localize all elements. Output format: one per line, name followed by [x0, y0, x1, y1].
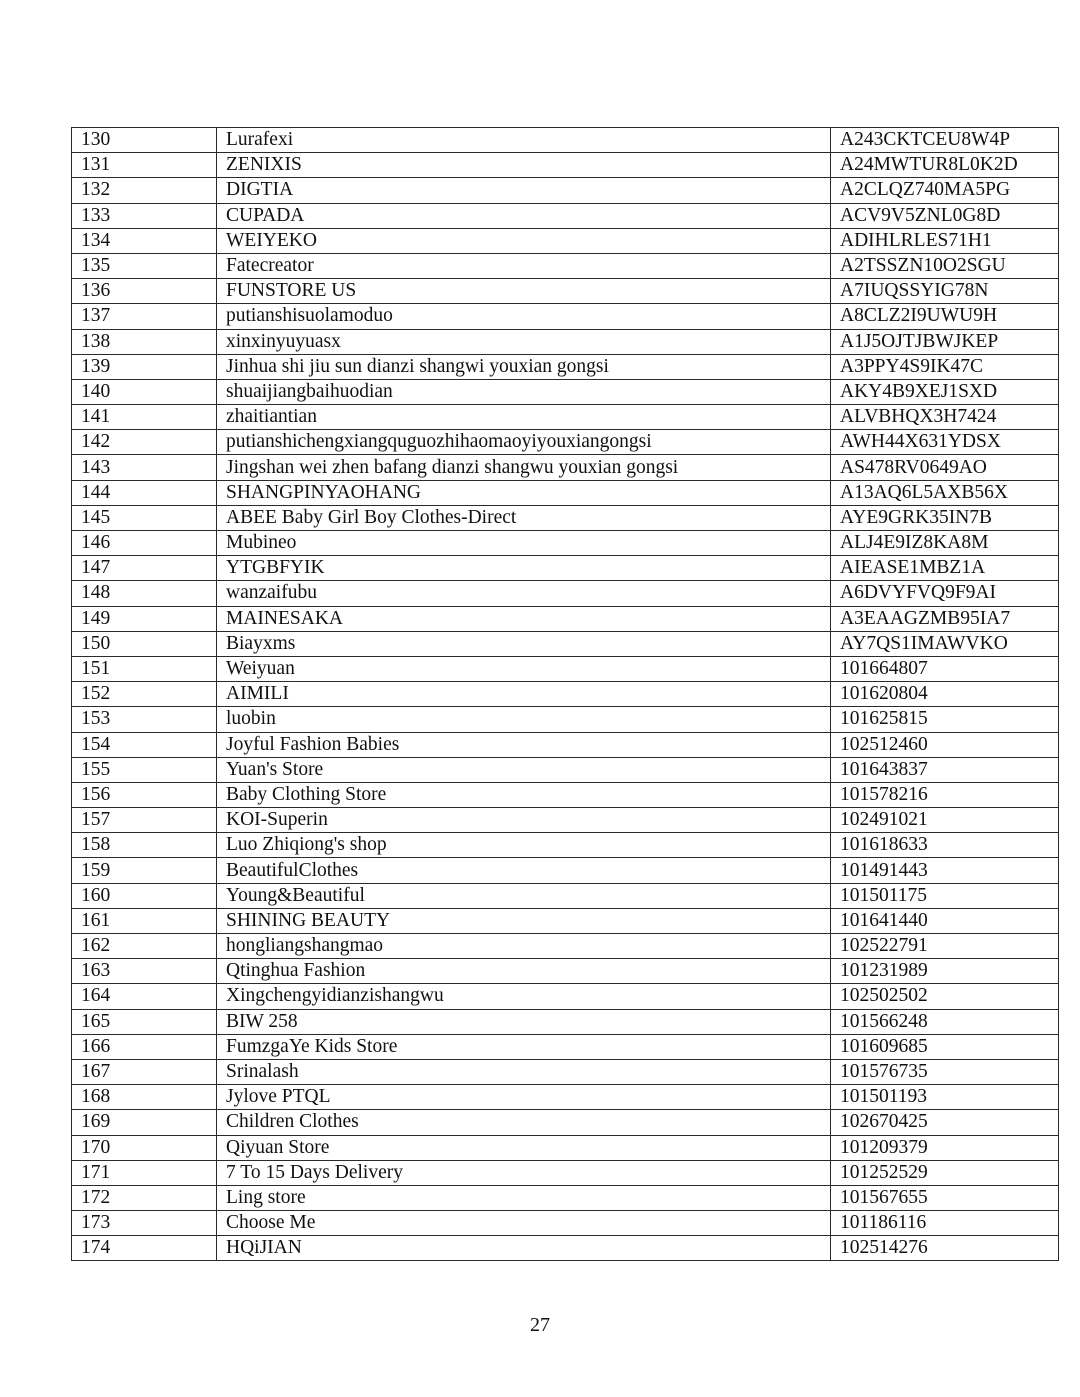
- store-id-cell: A1J5OJTJBWJKEP: [831, 329, 1059, 354]
- store-id-cell: 101209379: [831, 1135, 1059, 1160]
- table-row: [72, 732, 1059, 757]
- row-number-cell: 142: [72, 430, 217, 455]
- table-row: [72, 782, 1059, 807]
- store-id-cell: 102502502: [831, 984, 1059, 1009]
- store-name-cell: Qiyuan Store: [217, 1135, 831, 1160]
- store-id-cell: AYE9GRK35IN7B: [831, 505, 1059, 530]
- store-id-cell: A3PPY4S9IK47C: [831, 354, 1059, 379]
- store-id-cell: A8CLZ2I9UWU9H: [831, 304, 1059, 329]
- store-id-cell: AWH44X631YDSX: [831, 430, 1059, 455]
- table-row: [72, 253, 1059, 278]
- store-id-cell: ACV9V5ZNL0G8D: [831, 203, 1059, 228]
- row-number-cell: 154: [72, 732, 217, 757]
- store-id-cell: 101501193: [831, 1085, 1059, 1110]
- table-row: [72, 757, 1059, 782]
- store-id-cell: ADIHLRLES71H1: [831, 228, 1059, 253]
- store-id-cell: 101643837: [831, 757, 1059, 782]
- store-name-cell: SHANGPINYAOHANG: [217, 480, 831, 505]
- table-row: [72, 405, 1059, 430]
- store-name-cell: KOI-Superin: [217, 808, 831, 833]
- table-row: [72, 354, 1059, 379]
- store-name-cell: zhaitiantian: [217, 405, 831, 430]
- store-name-cell: BIW 258: [217, 1009, 831, 1034]
- store-name-cell: Young&Beautiful: [217, 883, 831, 908]
- row-number-cell: 167: [72, 1059, 217, 1084]
- store-name-cell: xinxinyuyuasx: [217, 329, 831, 354]
- store-name-cell: Joyful Fashion Babies: [217, 732, 831, 757]
- store-id-cell: AKY4B9XEJ1SXD: [831, 379, 1059, 404]
- table-row: [72, 556, 1059, 581]
- store-id-cell: 101566248: [831, 1009, 1059, 1034]
- row-number-cell: 137: [72, 304, 217, 329]
- store-name-cell: wanzaifubu: [217, 581, 831, 606]
- store-name-cell: Jingshan wei zhen bafang dianzi shangwu youxian gongsi: [217, 455, 831, 480]
- store-id-cell: 102512460: [831, 732, 1059, 757]
- store-name-cell: Yuan's Store: [217, 757, 831, 782]
- table-row: [72, 707, 1059, 732]
- store-name-cell: Qtinghua Fashion: [217, 959, 831, 984]
- table-row: [72, 833, 1059, 858]
- table-row: [72, 1236, 1059, 1261]
- row-number-cell: 161: [72, 908, 217, 933]
- store-name-cell: hongliangshangmao: [217, 934, 831, 959]
- store-id-cell: A2TSSZN10O2SGU: [831, 253, 1059, 278]
- row-number-cell: 140: [72, 379, 217, 404]
- table-row: [72, 934, 1059, 959]
- row-number-cell: 146: [72, 531, 217, 556]
- table-row: [72, 631, 1059, 656]
- row-number-cell: 164: [72, 984, 217, 1009]
- row-number-cell: 155: [72, 757, 217, 782]
- row-number-cell: 143: [72, 455, 217, 480]
- table-row: [72, 1059, 1059, 1084]
- store-name-cell: Choose Me: [217, 1211, 831, 1236]
- row-number-cell: 151: [72, 656, 217, 681]
- store-id-cell: ALJ4E9IZ8KA8M: [831, 531, 1059, 556]
- store-name-cell: YTGBFYIK: [217, 556, 831, 581]
- store-name-cell: Mubineo: [217, 531, 831, 556]
- store-name-cell: Srinalash: [217, 1059, 831, 1084]
- row-number-cell: 130: [72, 128, 217, 153]
- store-id-cell: A6DVYFVQ9F9AI: [831, 581, 1059, 606]
- table-row: [72, 329, 1059, 354]
- table-row: [72, 959, 1059, 984]
- store-name-cell: Baby Clothing Store: [217, 782, 831, 807]
- store-name-cell: Xingchengyidianzishangwu: [217, 984, 831, 1009]
- store-name-cell: ZENIXIS: [217, 153, 831, 178]
- table-row: [72, 1135, 1059, 1160]
- store-name-cell: FumzgaYe Kids Store: [217, 1034, 831, 1059]
- store-id-cell: 101618633: [831, 833, 1059, 858]
- store-name-cell: Jylove PTQL: [217, 1085, 831, 1110]
- row-number-cell: 139: [72, 354, 217, 379]
- table-row: [72, 304, 1059, 329]
- table-row: [72, 228, 1059, 253]
- table-row: [72, 606, 1059, 631]
- store-name-cell: SHINING BEAUTY: [217, 908, 831, 933]
- store-name-cell: FUNSTORE US: [217, 279, 831, 304]
- store-id-cell: 102522791: [831, 934, 1059, 959]
- store-id-cell: 101501175: [831, 883, 1059, 908]
- store-id-cell: A3EAAGZMB95IA7: [831, 606, 1059, 631]
- table-row: [72, 379, 1059, 404]
- row-number-cell: 138: [72, 329, 217, 354]
- row-number-cell: 141: [72, 405, 217, 430]
- row-number-cell: 159: [72, 858, 217, 883]
- store-id-cell: AIEASE1MBZ1A: [831, 556, 1059, 581]
- store-id-cell: 101186116: [831, 1211, 1059, 1236]
- row-number-cell: 144: [72, 480, 217, 505]
- table-row: [72, 279, 1059, 304]
- store-id-cell: A243CKTCEU8W4P: [831, 128, 1059, 153]
- row-number-cell: 166: [72, 1034, 217, 1059]
- table-row: [72, 1085, 1059, 1110]
- table-row: [72, 1160, 1059, 1185]
- table-row: [72, 682, 1059, 707]
- store-id-cell: 101641440: [831, 908, 1059, 933]
- row-number-cell: 170: [72, 1135, 217, 1160]
- store-name-cell: CUPADA: [217, 203, 831, 228]
- store-name-cell: Weiyuan: [217, 656, 831, 681]
- store-name-cell: Luo Zhiqiong's shop: [217, 833, 831, 858]
- store-id-cell: AS478RV0649AO: [831, 455, 1059, 480]
- store-name-cell: 7 To 15 Days Delivery: [217, 1160, 831, 1185]
- store-id-cell: AY7QS1IMAWVKO: [831, 631, 1059, 656]
- store-id-cell: A7IUQSSYIG78N: [831, 279, 1059, 304]
- row-number-cell: 153: [72, 707, 217, 732]
- store-name-cell: putianshisuolamoduo: [217, 304, 831, 329]
- store-id-cell: 101231989: [831, 959, 1059, 984]
- table-row: [72, 883, 1059, 908]
- store-id-cell: 101252529: [831, 1160, 1059, 1185]
- store-name-cell: MAINESAKA: [217, 606, 831, 631]
- store-name-cell: AIMILI: [217, 682, 831, 707]
- store-name-cell: ABEE Baby Girl Boy Clothes-Direct: [217, 505, 831, 530]
- row-number-cell: 156: [72, 782, 217, 807]
- store-id-cell: 101664807: [831, 656, 1059, 681]
- table-row: [72, 203, 1059, 228]
- row-number-cell: 134: [72, 228, 217, 253]
- table-row: [72, 1185, 1059, 1210]
- store-id-cell: ALVBHQX3H7424: [831, 405, 1059, 430]
- store-id-cell: 102514276: [831, 1236, 1059, 1261]
- page-number: 27: [530, 1314, 550, 1336]
- store-name-cell: Ling store: [217, 1185, 831, 1210]
- row-number-cell: 165: [72, 1009, 217, 1034]
- store-name-cell: Biayxms: [217, 631, 831, 656]
- table-row: [72, 480, 1059, 505]
- defendants-table: [71, 127, 1059, 1261]
- table-row: [72, 430, 1059, 455]
- row-number-cell: 158: [72, 833, 217, 858]
- store-name-cell: shuaijiangbaihuodian: [217, 379, 831, 404]
- store-id-cell: 102491021: [831, 808, 1059, 833]
- row-number-cell: 148: [72, 581, 217, 606]
- store-name-cell: HQiJIAN: [217, 1236, 831, 1261]
- row-number-cell: 152: [72, 682, 217, 707]
- row-number-cell: 173: [72, 1211, 217, 1236]
- row-number-cell: 133: [72, 203, 217, 228]
- row-number-cell: 163: [72, 959, 217, 984]
- store-id-cell: 101576735: [831, 1059, 1059, 1084]
- table-row: [72, 178, 1059, 203]
- row-number-cell: 149: [72, 606, 217, 631]
- table-row: [72, 153, 1059, 178]
- store-name-cell: Lurafexi: [217, 128, 831, 153]
- store-id-cell: A24MWTUR8L0K2D: [831, 153, 1059, 178]
- table-row: [72, 808, 1059, 833]
- store-name-cell: putianshichengxiangquguozhihaomaoyiyouxiangongsi: [217, 430, 831, 455]
- store-id-cell: A2CLQZ740MA5PG: [831, 178, 1059, 203]
- store-name-cell: Fatecreator: [217, 253, 831, 278]
- row-number-cell: 136: [72, 279, 217, 304]
- store-name-cell: WEIYEKO: [217, 228, 831, 253]
- table-row: [72, 128, 1059, 153]
- store-name-cell: DIGTIA: [217, 178, 831, 203]
- row-number-cell: 168: [72, 1085, 217, 1110]
- store-name-cell: Children Clothes: [217, 1110, 831, 1135]
- store-name-cell: luobin: [217, 707, 831, 732]
- row-number-cell: 145: [72, 505, 217, 530]
- row-number-cell: 132: [72, 178, 217, 203]
- table-row: [72, 505, 1059, 530]
- table-row: [72, 1009, 1059, 1034]
- table-row: [72, 531, 1059, 556]
- table-row: [72, 1211, 1059, 1236]
- row-number-cell: 160: [72, 883, 217, 908]
- table-row: [72, 455, 1059, 480]
- store-id-cell: A13AQ6L5AXB56X: [831, 480, 1059, 505]
- store-id-cell: 101620804: [831, 682, 1059, 707]
- table-row: [72, 858, 1059, 883]
- table-row: [72, 656, 1059, 681]
- store-name-cell: BeautifulClothes: [217, 858, 831, 883]
- row-number-cell: 150: [72, 631, 217, 656]
- table-row: [72, 908, 1059, 933]
- table-row: [72, 984, 1059, 1009]
- store-id-cell: 101491443: [831, 858, 1059, 883]
- store-id-cell: 101625815: [831, 707, 1059, 732]
- row-number-cell: 162: [72, 934, 217, 959]
- defendants-table-body: [72, 128, 1059, 1261]
- table-row: [72, 1110, 1059, 1135]
- row-number-cell: 169: [72, 1110, 217, 1135]
- row-number-cell: 172: [72, 1185, 217, 1210]
- store-id-cell: 101578216: [831, 782, 1059, 807]
- store-name-cell: Jinhua shi jiu sun dianzi shangwi youxian gongsi: [217, 354, 831, 379]
- table-row: [72, 1034, 1059, 1059]
- table-row: [72, 581, 1059, 606]
- store-id-cell: 101609685: [831, 1034, 1059, 1059]
- store-id-cell: 101567655: [831, 1185, 1059, 1210]
- row-number-cell: 171: [72, 1160, 217, 1185]
- row-number-cell: 147: [72, 556, 217, 581]
- store-id-cell: 102670425: [831, 1110, 1059, 1135]
- row-number-cell: 135: [72, 253, 217, 278]
- row-number-cell: 157: [72, 808, 217, 833]
- row-number-cell: 131: [72, 153, 217, 178]
- row-number-cell: 174: [72, 1236, 217, 1261]
